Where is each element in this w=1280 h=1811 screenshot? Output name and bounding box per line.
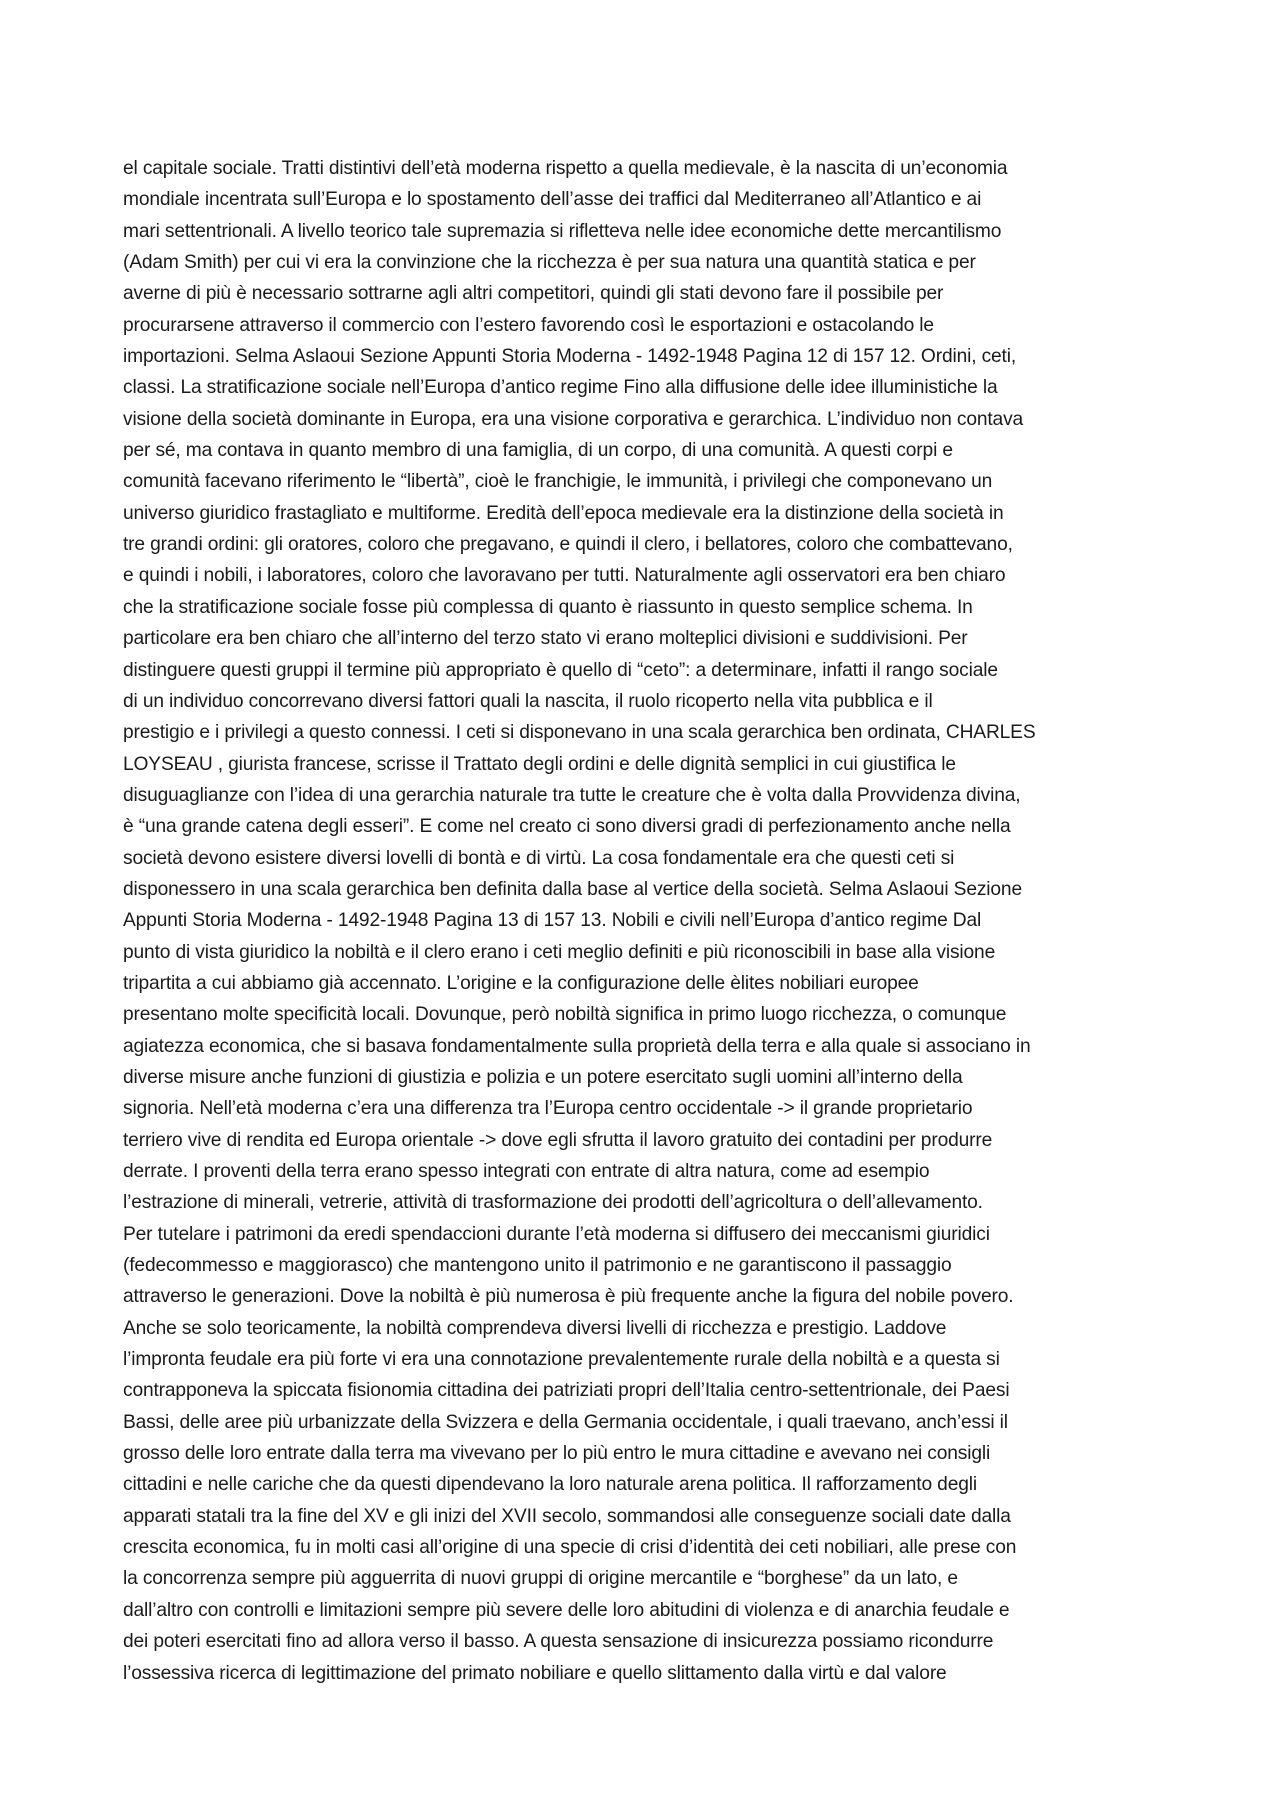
text-line: mari settentrionali. A livello teorico tale supremazia si rifletteva nelle idee economiche dette mercantilismo bbox=[123, 220, 1002, 242]
text-line: importazioni. Selma Aslaoui Sezione Appunti Storia Moderna - 1492-1948 Pagina 12 di 157 12. Ordini, ceti, bbox=[123, 346, 1017, 368]
text-line: società devono esistere diversi lovelli di bontà e di virtù. La cosa fondamentale era che questi ceti si bbox=[123, 847, 955, 869]
text-line: dei poteri esercitati fino ad allora verso il basso. A questa sensazione di insicurezza possiamo ricondurre bbox=[123, 1631, 994, 1653]
text-line: classi. La stratificazione sociale nell’Europa d’antico regime Fino alla diffusione delle idee illuministiche la bbox=[123, 377, 998, 399]
text-line: distinguere questi gruppi il termine più appropriato è quello di “ceto”: a determinare, infatti il rango sociale bbox=[123, 659, 998, 681]
text-line: l’impronta feudale era più forte vi era una connotazione prevalentemente rurale della nobiltà e a questa si bbox=[123, 1349, 1000, 1371]
text-line: è “una grande catena degli esseri”. E come nel creato ci sono diversi gradi di perfezionamento anche nella bbox=[123, 816, 1011, 838]
text-line: particolare era ben chiaro che all’interno del terzo stato vi erano molteplici divisioni e suddivisioni. Per bbox=[123, 628, 968, 650]
text-line: l’estrazione di minerali, vetrerie, attività di trasformazione dei prodotti dell’agricoltura o dell’allevamento. bbox=[123, 1192, 983, 1214]
text-line: comunità facevano riferimento le “libertà”, cioè le franchigie, le immunità, i privilegi che componevano un bbox=[123, 471, 993, 493]
text-line: attraverso le generazioni. Dove la nobiltà è più numerosa è più frequente anche la figura del nobile povero. bbox=[123, 1286, 1014, 1308]
text-line: diverse misure anche funzioni di giustizia e polizia e un potere esercitato sugli uomini all’interno della bbox=[123, 1066, 963, 1088]
text-line: signoria. Nell’età moderna c’era una differenza tra l’Europa centro occidentale -> il grande proprietario bbox=[123, 1098, 973, 1120]
text-line: prestigio e i privilegi a questo connessi. I ceti si disponevano in una scala gerarchica ben ordinata, CHARLES bbox=[123, 722, 1036, 744]
text-line: l’ossessiva ricerca di legittimazione del primato nobiliare e quello slittamento dalla virtù e dal valore bbox=[123, 1662, 947, 1684]
text-line: mondiale incentrata sull’Europa e lo spostamento dell’asse dei traffici dal Mediterraneo all’Atlantico e ai bbox=[123, 189, 982, 211]
text-line: universo giuridico frastagliato e multiforme. Eredità dell’epoca medievale era la distinzione della società in bbox=[123, 502, 1004, 524]
text-line: crescita economica, fu in molti casi all’origine di una specie di crisi d’identità dei ceti nobiliari, alle prese con bbox=[123, 1537, 1017, 1559]
text-line: di un individuo concorrevano diversi fattori quali la nascita, il ruolo ricoperto nella vita pubblica e il bbox=[123, 690, 933, 712]
text-line: cittadini e nelle cariche che da questi dipendevano la loro naturale arena politica. Il rafforzamento degli bbox=[123, 1474, 977, 1496]
text-line: procurarsene attraverso il commercio con l’estero favorendo così le esportazioni e ostacolando le bbox=[123, 314, 934, 336]
text-line: dall’altro con controlli e limitazioni sempre più severe delle loro abitudini di violenza e di anarchia feudale e bbox=[123, 1599, 1010, 1621]
text-line: terriero vive di rendita ed Europa orientale -> dove egli sfrutta il lavoro gratuito dei contadini per produrre bbox=[123, 1129, 993, 1151]
text-line: la concorrenza sempre più agguerrita di nuovi gruppi di origine mercantile e “borghese” da un lato, e bbox=[123, 1568, 958, 1590]
text-line: Bassi, delle aree più urbanizzate della Svizzera e della Germania occidentale, i quali traevano, anch’essi il bbox=[123, 1411, 1008, 1433]
text-line: tripartita a cui abbiamo già accennato. L’origine e la configurazione delle èlites nobiliari europee bbox=[123, 972, 919, 994]
text-line: disuguaglianze con l’idea di una gerarchia naturale tra tutte le creature che è volta dalla Provvidenza divina, bbox=[123, 784, 1021, 806]
text-line: (fedecommesso e maggiorasco) che mantengono unito il patrimonio e ne garantiscono il passaggio bbox=[123, 1255, 952, 1277]
text-line: Appunti Storia Moderna - 1492-1948 Pagina 13 di 157 13. Nobili e civili nell’Europa d’antico regime Dal bbox=[123, 910, 982, 932]
text-line: LOYSEAU , giurista francese, scrisse il Trattato degli ordini e delle dignità semplici in cui giustifica le bbox=[123, 753, 956, 775]
text-line: visione della società dominante in Europa, era una visione corporativa e gerarchica. L’individuo non contava bbox=[123, 408, 1024, 430]
text-line: el capitale sociale. Tratti distintivi dell’età moderna rispetto a quella medievale, è la nascita di un’economia bbox=[123, 158, 1008, 179]
text-line: che la stratificazione sociale fosse più complessa di quanto è riassunto in questo semplice schema. In bbox=[123, 596, 973, 618]
text-line: agiatezza economica, che si basava fondamentalmente sulla proprietà della terra e alla quale si associano in bbox=[123, 1035, 1031, 1057]
text-line: apparati statali tra la fine del XV e gli inizi del XVII secolo, sommandosi alle conseguenze sociali date dalla bbox=[123, 1505, 1011, 1527]
text-line: contrapponeva la spiccata fisionomia cittadina dei patriziati propri dell’Italia centro-settentrionale, dei Paesi bbox=[123, 1380, 1010, 1402]
text-line: e quindi i nobili, i laboratores, coloro che lavoravano per tutti. Naturalmente agli osservatori era ben chiaro bbox=[123, 565, 1006, 587]
text-line: per sé, ma contava in quanto membro di una famiglia, di un corpo, di una comunità. A questi corpi e bbox=[123, 440, 953, 462]
text-line: derrate. I proventi della terra erano spesso integrati con entrate di altra natura, come ad esempio bbox=[123, 1161, 930, 1182]
body-text bbox=[123, 153, 1183, 1689]
text-line: presentano molte specificità locali. Dovunque, però nobiltà significa in primo luogo ricchezza, o comunque bbox=[123, 1004, 1007, 1026]
text-line: tre grandi ordini: gli oratores, coloro che pregavano, e quindi il clero, i bellatores, coloro che combattevano, bbox=[123, 534, 1013, 556]
text-line: averne di più è necessario sottrarne agli altri competitori, quindi gli stati devono fare il possibile per bbox=[123, 283, 944, 305]
text-line: disponessero in una scala gerarchica ben definita dalla base al vertice della società. Selma Aslaoui Sezione bbox=[123, 878, 1022, 900]
text-line: punto di vista giuridico la nobiltà e il clero erano i ceti meglio definiti e più riconoscibili in base alla visione bbox=[123, 941, 996, 963]
text-line: Anche se solo teoricamente, la nobiltà comprendeva diversi livelli di ricchezza e prestigio. Laddove bbox=[123, 1317, 947, 1339]
text-line: (Adam Smith) per cui vi era la convinzione che la ricchezza è per sua natura una quantità statica e per bbox=[123, 252, 976, 274]
text-line: grosso delle loro entrate dalla terra ma vivevano per lo più entro le mura cittadine e avevano nei consigli bbox=[123, 1443, 991, 1465]
text-line: Per tutelare i patrimoni da eredi spendaccioni durante l’età moderna si diffusero dei meccanismi giuridici bbox=[123, 1223, 990, 1245]
